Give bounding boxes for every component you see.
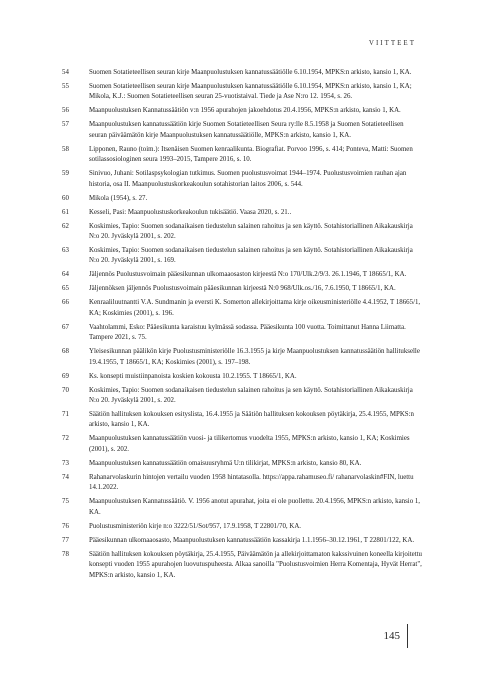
endnote-item — [62, 120, 422, 141]
endnote-number: 71 — [62, 411, 69, 419]
endnote-number: 65 — [62, 285, 69, 293]
endnote-item — [62, 222, 422, 243]
endnote-text: Maanpuolustuksen kannatussäätiön vuosi- ja tilikertomus vuodelta 1955, MPKS:n arkisto, kansio 1, KA; Koskimies (2001), s. 202. — [89, 435, 410, 453]
endnote-number: 75 — [62, 498, 69, 506]
running-head: VIITTEET — [368, 39, 416, 47]
endnote-number: 56 — [62, 107, 69, 115]
endnote-item — [62, 270, 422, 280]
endnote-text: Suomen Sotatieteellisen seuran kirje Maanpuolustuksen kannatussäätiölle 6.10.1954, MPKS:n arkisto, kansio 1, KA; Mikola, K.J.: Suomen Sotatieteellisen seuran 25-vuotistaival. Tiede ja Ase N:ro 12. 1954, s. 26. — [89, 83, 412, 101]
endnote-item — [62, 284, 422, 294]
endnote-text: Säätiön hallituksen kokouksen esityslista, 16.4.1955 ja Säätiön hallituksen kokouksen pöytäkirja, 25.4.1955, MPKS:n arkisto, kansio 1, KA. — [89, 411, 414, 429]
endnote-item — [62, 410, 422, 431]
endnote-text: Koskimies, Tapio: Suomen sodanaikaisen tiedustelun salainen rahoitus ja sen käyttö. Sotahistoriallinen Aikakauskirja N:o 20. Jyväskylä 2001, s. 169. — [89, 247, 413, 265]
endnote-number: 64 — [62, 271, 69, 279]
endnote-number: 54 — [62, 69, 69, 76]
endnote-item — [62, 194, 422, 204]
endnote-text: Pääesikunnan ulkomaaosasto, Maanpuolustuksen kannatussäätiön kassakirja 1.1.1956–30.12.1961, T 22801/122, KA. — [89, 536, 415, 544]
endnote-number: 66 — [62, 299, 69, 307]
endnote-item — [62, 145, 422, 166]
endnote-number: 68 — [62, 348, 69, 356]
endnote-item — [62, 536, 422, 546]
endnote-number: 58 — [62, 145, 69, 153]
endnote-item — [62, 323, 422, 344]
endnote-text: Koskimies, Tapio: Suomen sodanaikaisen tiedustelun salainen rahoitus ja sen käyttö. Sotahistoriallinen Aikakauskirja N:o 20. Jyväskylä 2001, s. 202. — [89, 386, 413, 405]
endnote-number: 72 — [62, 435, 69, 443]
endnote-number: 60 — [62, 194, 69, 202]
endnote-item — [62, 68, 422, 78]
endnote-number: 61 — [62, 208, 69, 216]
endnote-number: 63 — [62, 247, 69, 255]
endnote-item — [62, 106, 422, 116]
endnote-text: Jäljennös Puolustusvoimain pääesikunnan ulkomaaosaston kirjeestä N:o 170/Ulk.2/9/3. 26.1.1946, T 18665/1, KA. — [89, 271, 407, 279]
endnote-text: Maanpuolustuksen kannatussäätiön omaisuusryhmä U:n tilikirjat, MPKS:n arkisto, kansio 80, KA. — [89, 459, 362, 467]
endnote-number: 62 — [62, 222, 69, 230]
endnote-text: Säätiön hallituksen kokouksen pöytäkirja, 25.4.1955, Päiväämätön ja allekirjoittamaton kakssivuinen koneella kirjoitettu konsepti vuoden 1955 apurahojen luovutuspuheesta. Alkaa sanoilla "Puolustusvoimien Herra Komentaja, Hyvät Herrat", MPKS:n arkisto, kansio 1, KA. — [89, 550, 422, 579]
endnote-text: Sinivuo, Juhani: Sotilaspsykologian tutkimus. Suomen puolustusvoimat 1944–1974. Puolustusvoimien rauhan ajan historia, osa II. Maanpuolustuskorkeakoulun sotahistorian laitos 2006, s. 544. — [89, 170, 407, 188]
endnote-item — [62, 169, 422, 190]
endnote-text: Kesseli, Pasi: Maanpuolustuskorkeakoulun tukisäätiö. Vaasa 2020, s. 21.. — [89, 208, 292, 216]
endnote-item — [62, 497, 422, 518]
endnote-item — [62, 522, 422, 532]
endnote-item — [62, 298, 422, 319]
endnote-number: 77 — [62, 536, 69, 544]
endnote-number: 70 — [62, 386, 69, 394]
endnote-item — [62, 434, 422, 455]
endnote-item — [62, 473, 422, 494]
endnote-text: Lipponen, Rauno (toim.): Itsenäisen Suomen kenraalikunta. Biografiat. Porvoo 1996, s. 414; Ponteva, Matti: Suomen sotilassosiologinen seura 1993–2015, Tampere 2016, s. 10. — [89, 145, 413, 164]
endnote-text: Rahanarvolaskurin hintojen vertailu vuoden 1958 hintatasolla. https://appa.rahamuseo.fi/ rahanarvolaskin#FIN, luettu 14.1.2022. — [89, 473, 414, 492]
endnote-item — [62, 550, 422, 581]
endnote-text: Ks. konsepti muistiinpanoista koskien kokousta 10.2.1955. T 18665/1, KA. — [89, 372, 297, 380]
endnote-number: 57 — [62, 121, 69, 129]
endnote-item — [62, 208, 422, 218]
endnotes-list — [62, 68, 422, 585]
endnote-number: 59 — [62, 170, 69, 178]
endnote-text: Maanpuolustuksen kannatussäätiön kirje Suomen Sotatieteellisen Seura ry:lle 8.5.1958 ja Suomen Sotatieteellisen seuran päiväämätön kirje Maanpuolustuksen kannatussäätiölle, MPKS:n arkisto, kansio 1, KA. — [89, 121, 404, 139]
page-number: 145 — [383, 630, 400, 642]
endnote-number: 69 — [62, 372, 69, 380]
endnote-text: Suomen Sotatieteellisen seuran kirje Maanpuolustuksen kannatussäätiölle 6.10.1954, MPKS:n arkisto, kansio 1, KA. — [89, 69, 412, 76]
endnote-item — [62, 82, 422, 103]
endnote-text: Mikola (1954), s. 27. — [89, 194, 148, 202]
endnote-number: 73 — [62, 459, 69, 467]
endnote-text: Yleisesikunnan päälikön kirje Puolustusministeriölle 16.3.1955 ja kirje Maanpuolustuksen kannatussäätiön hallitukselle 19.4.1955, T 18665/1, KA; Koskimies (2001), s. 197–198. — [89, 348, 420, 366]
endnote-text: Kenraaliluutnantti V.A. Sundmanin ja eversti K. Somerton allekirjoittama kirje oikeusministeriölle 4.4.1952, T 18665/1, KA; Koskimies (2001), s. 196. — [89, 299, 421, 317]
endnote-number: 74 — [62, 473, 69, 481]
endnote-item — [62, 246, 422, 267]
endnote-text: Maanpuolustuksen Kannatussäätiö. V. 1956 anotut apurahat, joita ei ole puollettu. 20.4.1956, MPKS:n arkisto, kansio 1, KA. — [89, 498, 421, 516]
endnote-item — [62, 372, 422, 382]
endnote-number: 78 — [62, 550, 69, 558]
endnote-item — [62, 347, 422, 368]
page-number-rule — [407, 624, 408, 648]
endnote-text: Puolustusministeriön kirje n:o 3222/51/Sot/957, 17.9.1958, T 22801/70, KA. — [89, 522, 302, 530]
endnote-text: Vaahtolammi, Esko: Pääesikunta karaistuu kylmässä sodassa. Pääesikunta 100 vuotta. Toimittanut Hanna Liimatta. Tampere 2021, s. 75. — [89, 323, 406, 342]
endnote-text: Maanpuolustuksen Kannatussäätiön v:n 1956 apurahojen jakoehdotus 20.4.1956, MPKS:n arkisto, kansio 1, KA. — [89, 107, 401, 115]
endnote-number: 55 — [62, 83, 69, 90]
endnote-text: Koskimies, Tapio: Suomen sodanaikaisen tiedustelun salainen rahoitus ja sen käyttö. Sotahistoriallinen Aikakauskirja N:o 20. Jyväskylä 2001, s. 202. — [89, 222, 413, 241]
endnote-text: Jäljennöksen jäljennös Puolustusvoimain pääesikunnan kirjeestä N:0 968/Ulk.os./16, 7.6.1950, T 18665/1, KA. — [89, 285, 396, 293]
endnote-item — [62, 386, 422, 407]
endnote-item — [62, 459, 422, 469]
endnote-number: 76 — [62, 522, 69, 530]
endnote-number: 67 — [62, 323, 69, 331]
